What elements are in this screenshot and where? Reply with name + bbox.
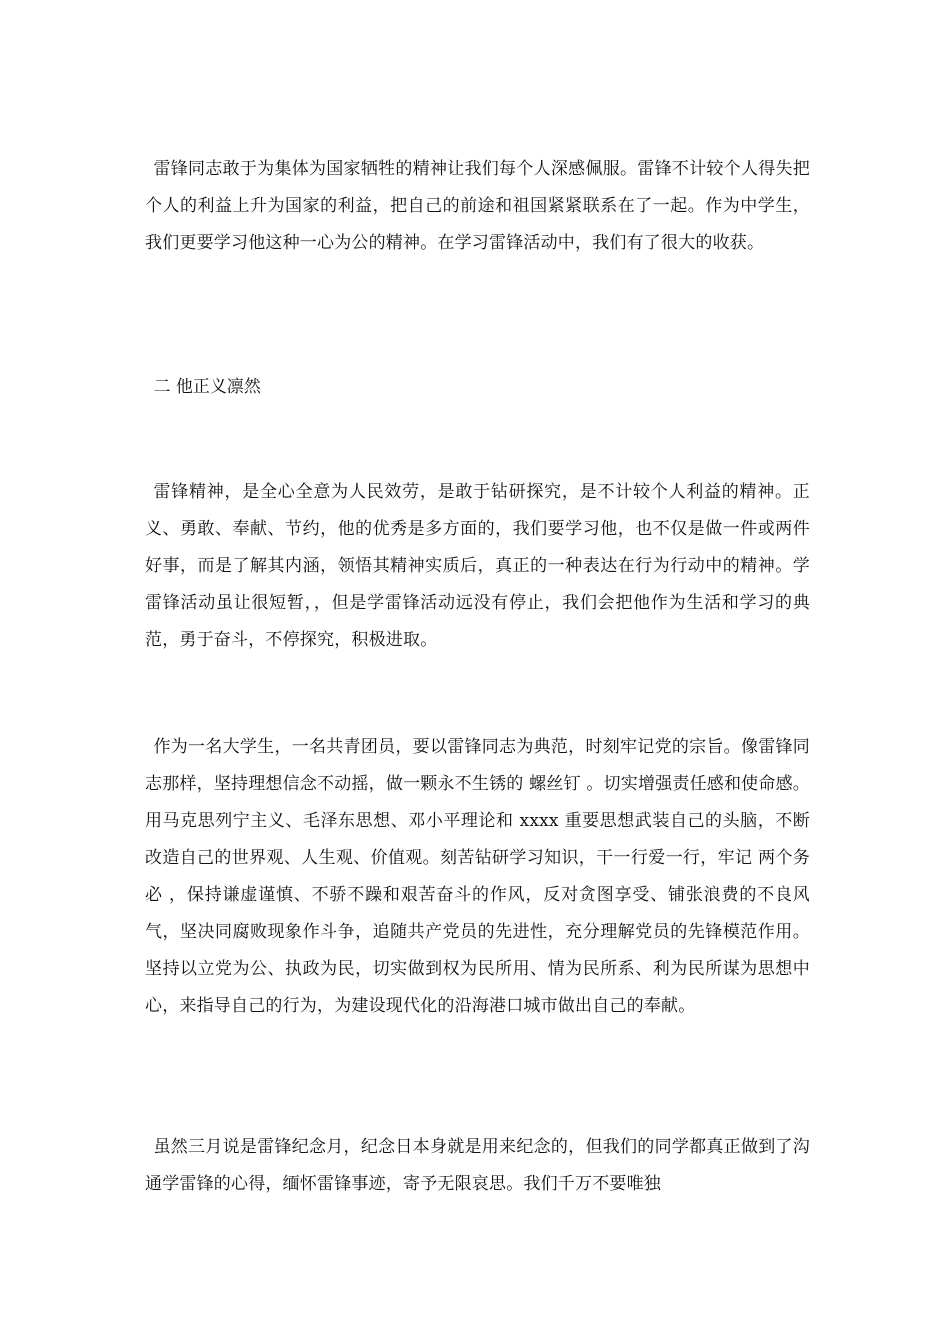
paragraph-1: 雷锋同志敢于为集体为国家牺牲的精神让我们每个人深感佩服。雷锋不计较个人得失把个人的利益上升为国家的利益，把自己的前途和祖国紧紧联系在了一起。作为中学生，我们更要学习他这种一心为公的精神。在学习雷锋活动中，我们有了很大的收获。 <box>145 159 810 253</box>
paragraph-3: 作为一名大学生，一名共青团员，要以雷锋同志为典范，时刻牢记党的宗旨。像雷锋同志那样，坚持理想信念不动摇，做一颗永不生锈的 螺丝钉 。切实增强责任感和使命感。用马克思列宁主义、毛泽东思想、邓小平理论和 xxxx 重要思想武装自己的头脑，不断改造自己的世界观、人生观、价值观。刻苦钻研学习知识，干一行爱一行，牢记 两个务必 ，保持谦虚谨慎、不骄不躁和艰苦奋斗的作风，反对贪图享受、铺张浪费的不良风气，坚决同腐败现象作斗争，追随共产党员的先进性，充分理解党员的先锋模范作用。坚持以立党为公、执政为民，切实做到权为民所用、情为民所系、利为民所谋为思想中心，来指导自己的行为，为建设现代化的沿海港口城市做出自己的奉献。 <box>145 737 810 1016</box>
paragraph-2: 雷锋精神，是全心全意为人民效劳，是敢于钻研探究，是不计较个人利益的精神。正义、勇敢、奉献、节约，他的优秀是多方面的，我们要学习他，也不仅是做一件或两件好事，而是了解其内涵，领悟其精神实质后，真正的一种表达在行为行动中的精神。学雷锋活动虽让很短暂，，但是学雷锋活动远没有停止，我们会把他作为生活和学习的典范，勇于奋斗，不停探究，积极进取。 <box>145 482 810 650</box>
section-heading: 二 他正义凛然 <box>153 377 261 397</box>
paragraph-4: 虽然三月说是雷锋纪念月，纪念日本身就是用来纪念的，但我们的同学都真正做到了沟通学雷锋的心得，缅怀雷锋事迹，寄予无限哀思。我们千万不要唯独 <box>145 1137 810 1194</box>
